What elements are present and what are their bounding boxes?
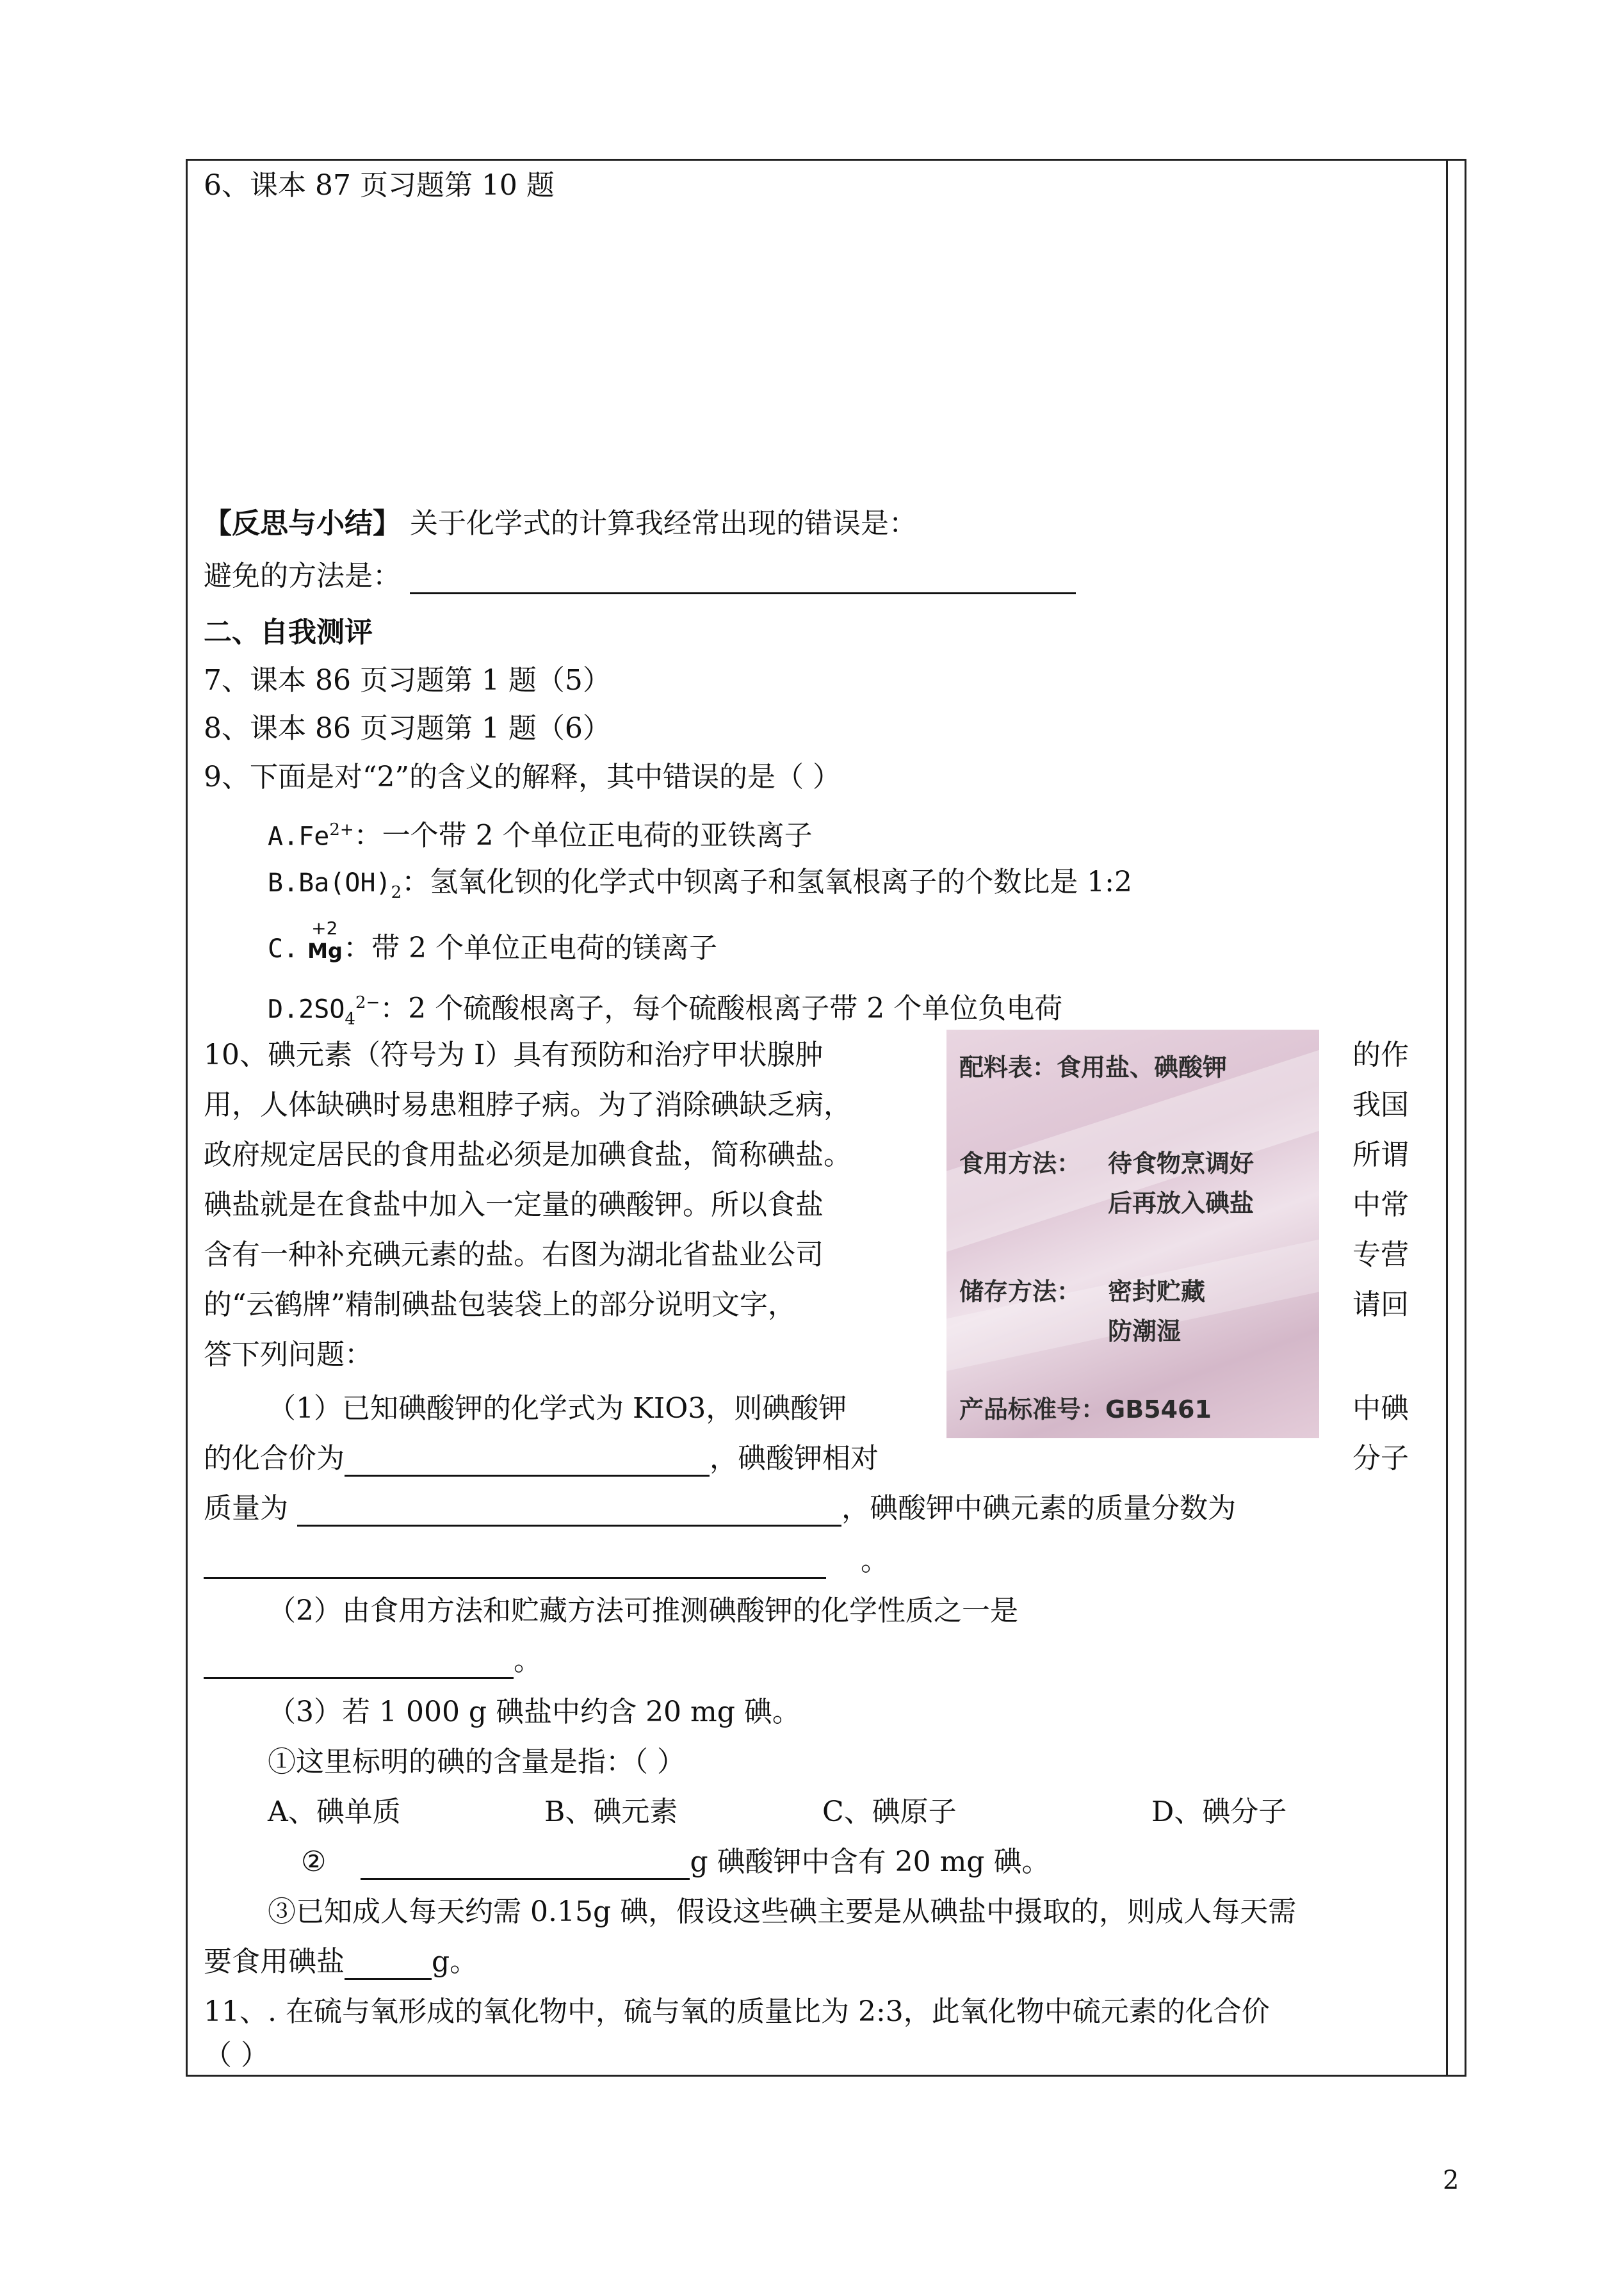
question-10-line-4: 碘盐就是在食盐中加入一定量的碘酸钾。所以食盐 — [204, 1188, 824, 1221]
reflection-line — [204, 506, 917, 542]
section-self-assessment: 二、自我测评 — [204, 616, 373, 649]
q10-wrap-8: 中碘 — [1352, 1392, 1409, 1425]
option-a: A、碘单质 — [268, 1796, 401, 1828]
q10-part1-line-1: （1）已知碘酸钾的化学式为 KIO3，则碘酸钾 — [268, 1392, 847, 1425]
option-d: D、碘分子 — [1151, 1796, 1287, 1828]
q10-part1-line-4: 。 — [204, 1543, 889, 1579]
avoid-method-line — [204, 558, 1076, 594]
q10-part2-line-1: （2）由食用方法和贮藏方法可推测碘酸钾的化学性质之一是 — [268, 1594, 1018, 1627]
q10-part3-sub3-line-2: 要食用碘盐 g。 — [204, 1944, 478, 1980]
salt-intake-blank[interactable] — [345, 1952, 432, 1980]
q10-part3-sub3-line-1: ③已知成人每天约需 0.15g 碘，假设这些碘主要是从碘盐中摄取的，则成人每天需 — [268, 1895, 1297, 1928]
question-9-option-d: $D.2SO_4^{2-}$：2 个硫酸根离子，每个硫酸根离子带 2 个单位负电荷 — [268, 992, 1063, 1029]
potassium-iodate-mass-blank[interactable] — [361, 1853, 690, 1880]
iodized-salt-label-photo: 配料表：食用盐、碘酸钾 食用方法： 待食物烹调好 后再放入碘盐 储存方法： 密封贮藏 防潮湿 产品标准号：GB5461 — [946, 1030, 1319, 1438]
q10-part3-options — [268, 1794, 1287, 1830]
question-9-option-a: $A.Fe^{2+}$：一个带 2 个单位正电荷的亚铁离子 — [268, 819, 813, 852]
page-number: 2 — [1443, 2166, 1459, 2195]
iodine-valence-blank[interactable] — [345, 1449, 710, 1477]
question-9-option-c: C. +2 Mg ：带 2 个单位正电荷的镁离子 — [268, 922, 717, 967]
q10-wrap-2: 我国 — [1352, 1089, 1409, 1121]
q10-part1-line-2: 的化合价为 ，碘酸钾相对 — [204, 1441, 879, 1477]
question-10-line-1: 10、碘元素（符号为 I）具有预防和治疗甲状腺肿 — [204, 1039, 824, 1071]
question-10-line-6: 的“云鹤牌”精制碘盐包装袋上的部分说明文字， — [204, 1288, 796, 1321]
option-b: B、碘元素 — [544, 1796, 678, 1828]
magnesium-valence-formula: +2 Mg — [307, 918, 343, 963]
q10-wrap-3: 所谓 — [1352, 1139, 1409, 1171]
option-c: C、碘原子 — [822, 1796, 957, 1828]
question-8: 8、课本 86 页习题第 1 题（6） — [204, 712, 611, 745]
q10-part1-line-3: 质量为 ，碘酸钾中碘元素的质量分数为 — [204, 1491, 1236, 1527]
table-right-column-divider — [1446, 159, 1448, 2077]
question-11-line-2: （ ） — [204, 2039, 269, 2072]
question-10-line-7: 答下列问题： — [204, 1338, 373, 1371]
avoid-method-label: 避免的方法是： — [204, 560, 401, 592]
question-10-line-3: 政府规定居民的食用盐必须是加碘食盐，简称碘盐。 — [204, 1139, 852, 1171]
q10-wrap-6: 请回 — [1352, 1288, 1409, 1321]
reflection-text: 关于化学式的计算我经常出现的错误是： — [410, 507, 917, 540]
q10-part2-line-2: 。 — [204, 1643, 542, 1679]
chemical-property-blank[interactable] — [204, 1651, 514, 1679]
mass-fraction-blank[interactable] — [204, 1552, 826, 1579]
q10-wrap-1: 的作 — [1352, 1039, 1409, 1071]
question-7: 7、课本 86 页习题第 1 题（5） — [204, 664, 611, 697]
question-9-option-b: $B.Ba(OH)_2$：氢氧化钡的化学式中钡离子和氢氧根离子的个数比是 1:2 — [268, 866, 1132, 902]
q10-part3-sub1: ①这里标明的碘的含量是指：（ ） — [268, 1746, 685, 1778]
q10-part3-stem: （3）若 1 000 g 碘盐中约含 20 mg 碘。 — [268, 1696, 800, 1728]
question-6: 6、课本 87 页习题第 10 题 — [204, 169, 555, 202]
question-10-line-2: 用，人体缺碘时易患粗脖子病。为了消除碘缺乏病， — [204, 1089, 852, 1121]
question-11-line-1: 11、. 在硫与氧形成的氧化物中，硫与氧的质量比为 2:3，此氧化物中硫元素的化合价 — [204, 1995, 1270, 2028]
reflection-heading: 【反思与小结】 — [204, 507, 401, 540]
q10-wrap-4: 中常 — [1352, 1188, 1409, 1221]
question-10-line-5: 含有一种补充碘元素的盐。右图为湖北省盐业公司 — [204, 1238, 824, 1271]
molecular-mass-blank[interactable] — [297, 1499, 841, 1527]
q10-wrap-5: 专营 — [1352, 1238, 1409, 1271]
avoid-method-blank[interactable] — [410, 567, 1076, 594]
q10-wrap-9: 分子 — [1352, 1442, 1409, 1475]
question-9-stem: 9、下面是对“2”的含义的解释，其中错误的是（ ） — [204, 761, 841, 793]
q10-part3-sub2: ② g 碘酸钾中含有 20 mg 碘。 — [301, 1844, 1050, 1880]
